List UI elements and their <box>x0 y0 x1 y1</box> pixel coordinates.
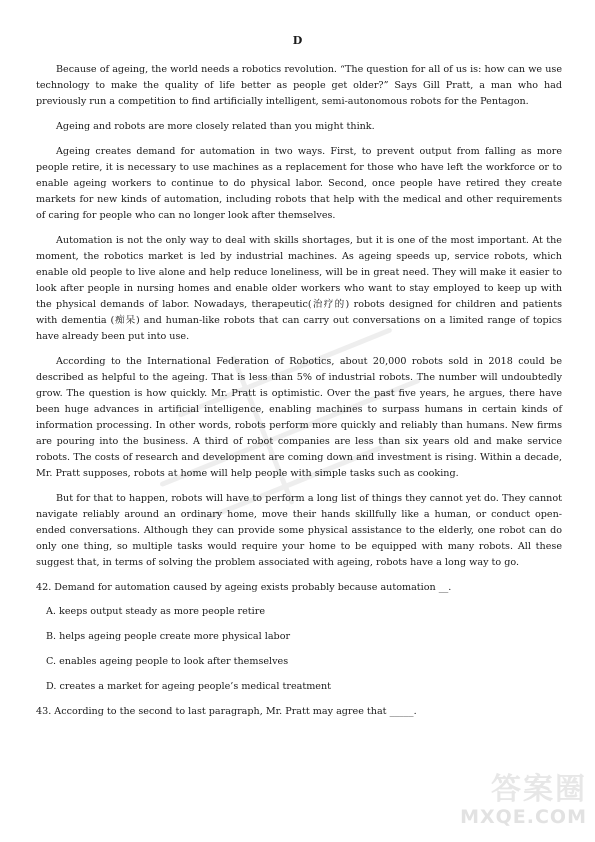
site-logo-name: 答案圈 <box>491 772 587 807</box>
passage-paragraph-6: But for that to happen, robots will have to perform a long list of things they cannot yet do. They cannot navigate reliably around an ordinary home, move their hands skillfully like a human, or conduct open-ended conversations. Although they can provide some physical assistance to the elderly, one robot can do only one thing, so multiple tasks would require your home to be equipped with many robots. All these suggest that, in terms of solving the problem associated with ageing, robots have a long way to go. <box>36 493 562 568</box>
passage-paragraph-2: Ageing and robots are more closely related than you might think. <box>56 121 375 132</box>
passage-paragraph-3: Ageing creates demand for automation in two ways. First, to prevent output from falling as more people retire, it is necessary to use machines as a replacement for those who have left the workforce or to enable ageing workers to continue to do physical labor. Second, once people have retired they create markets for new kinds of automation, including robots that help with the medical and other requirements of caring for people who can no longer look after themselves. <box>36 146 562 221</box>
section-letter: D <box>292 34 303 47</box>
passage-paragraph-4: Automation is not the only way to deal with skills shortages, but it is one of the most important. At the moment, the robotics market is led by industrial machines. As ageing speeds up, service robots, which enable old people to live alone and help reduce loneliness, will be in great need. They will make it easier to look after people in nursing homes and enable older workers who want to stay employed to keep up with the physical demands of labor. Nowadays, therapeutic(治疗的) robots designed for children and patients with dementia (痴呆) and human-like robots that can carry out conversations on a limited range of topics have already been put into use. <box>36 235 562 342</box>
question-42-option-c: C. enables ageing people to look after themselves <box>46 656 289 667</box>
question-42-stem: 42. Demand for automation caused by ageing exists probably because automation __. <box>36 582 452 593</box>
passage-paragraph-5: According to the International Federation of Robotics, about 20,000 robots sold in 2018 could be described as helpful to the ageing. That is less than 5% of industrial robots. The number will undoubtedly grow. The question is how quickly. Mr. Pratt is optimistic. Over the past five years, he argues, there have been huge advances in artificial intelligence, enabling machines to surpass humans in certain kinds of information processing. In other words, robots perform more quickly and reliably than humans. New firms are pouring into the business. A third of robot companies are less than six years old and make service robots. The costs of research and development are coming down and investment is rising. Within a decade, Mr. Pratt supposes, robots at home will help people with simple tasks such as cooking. <box>36 356 562 479</box>
site-logo-url: MXQE.COM <box>460 806 587 828</box>
site-logo <box>437 774 587 836</box>
question-42-option-d: D. creates a market for ageing people’s medical treatment <box>46 681 332 692</box>
question-42-option-b: B. helps ageing people create more physical labor <box>46 631 291 642</box>
passage-content <box>36 62 562 728</box>
question-42-option-a: A. keeps output steady as more people retire <box>46 606 265 617</box>
question-43-stem: 43. According to the second to last paragraph, Mr. Pratt may agree that _____. <box>36 706 417 717</box>
passage-paragraph-1: Because of ageing, the world needs a robotics revolution. “The question for all of us is: how can we use technology to make the quality of life better as people get older?” Says Gill Pratt, a man who had previously run a competition to find artificially intelligent, semi-autonomous robots for the Pentagon. <box>36 64 562 107</box>
